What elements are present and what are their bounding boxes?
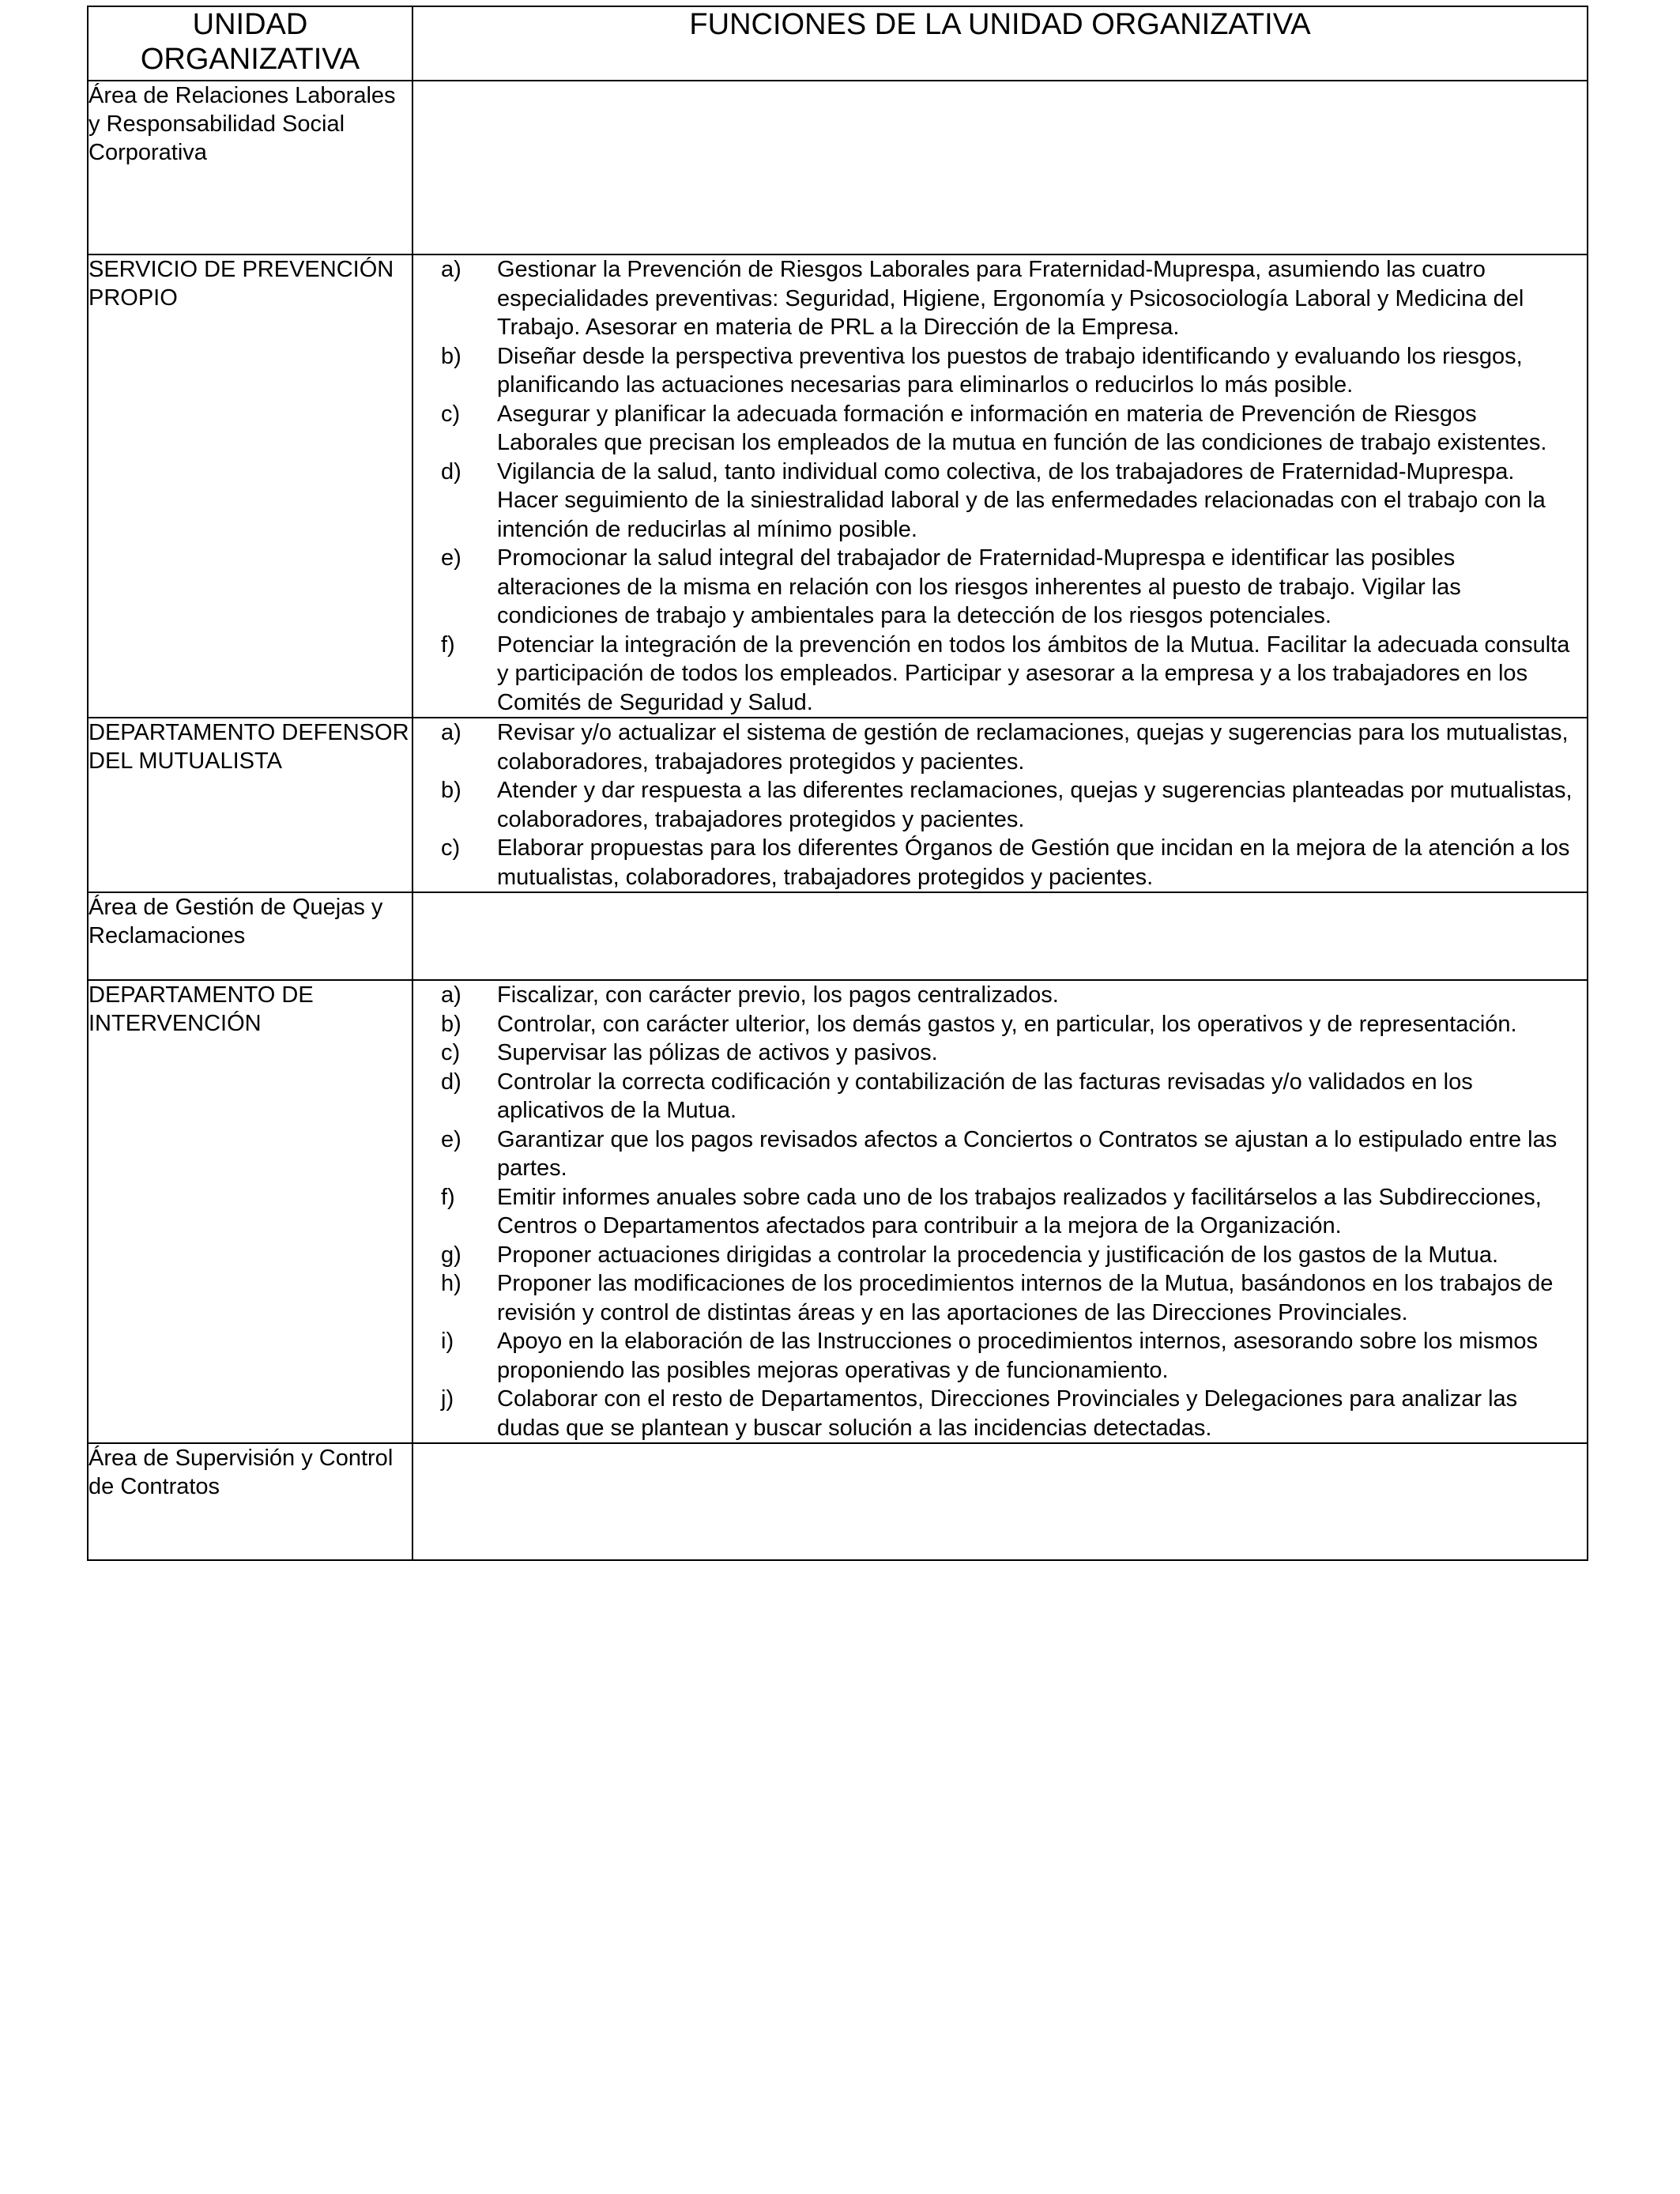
function-text: Emitir informes anuales sobre cada uno de los trabajos realizados y facilitárselos a las Subdirecciones, Centros o Departamentos afectados para contribuir a la mejora de la Organización.: [497, 1184, 1542, 1238]
function-item: [413, 342, 1587, 400]
function-item: [413, 1039, 1587, 1068]
functions-table: [87, 6, 1588, 1561]
function-text: Proponer las modificaciones de los procedimientos internos de la Mutua, basándonos en los trabajos de revisión y control de distintas áreas y en las aportaciones de las Direcciones Provinciales.: [497, 1271, 1554, 1325]
function-item: [413, 1068, 1587, 1125]
function-list: [413, 718, 1587, 892]
unit-name: Área de Relaciones Laborales y Responsabilidad Social Corporativa: [88, 81, 412, 254]
function-letter: h): [441, 1271, 461, 1296]
header-row: [88, 6, 1588, 81]
function-item: [413, 1125, 1587, 1183]
function-letter: f): [441, 1184, 455, 1210]
function-item: [413, 544, 1587, 631]
function-text: Supervisar las pólizas de activos y pasivos.: [497, 1040, 938, 1065]
functions-cell: [412, 892, 1588, 980]
function-text: Vigilancia de la salud, tanto individual como colectiva, de los trabajadores de Fraternidad-Muprespa. Hacer seguimiento de la siniestralidad laboral y de las enfermedades relacionadas con el trabajo con la intención de reducirlas al mínimo posible.: [497, 458, 1546, 542]
function-letter: d): [441, 458, 461, 484]
function-letter: b): [441, 1011, 461, 1037]
function-item: [413, 1269, 1587, 1327]
function-item: [413, 458, 1587, 545]
function-text: Potenciar la integración de la prevención en todos los ámbitos de la Mutua. Facilitar la adecuada consulta y participación de todos los empleados. Participar y asesorar a la empresa y a los trabajadores en los Comités de Seguridad y Salud.: [497, 631, 1570, 715]
function-text: Asegurar y planificar la adecuada formación e información en materia de Prevención de Riesgos Laborales que precisan los empleados de la mutua en función de las condiciones de trabajo existentes.: [497, 401, 1547, 455]
unit-name: SERVICIO DE PREVENCIÓN PROPIO: [88, 254, 412, 718]
function-letter: a): [441, 257, 461, 282]
functions-cell: [412, 1443, 1588, 1560]
function-text: Controlar la correcta codificación y contabilización de las facturas revisadas y/o validados en los aplicativos de la Mutua.: [497, 1069, 1473, 1123]
function-item: [413, 1010, 1587, 1039]
function-text: Colaborar con el resto de Departamentos, Direcciones Provinciales y Delegaciones para analizar las dudas que se plantean y buscar solución a las incidencias detectadas.: [497, 1386, 1518, 1441]
function-letter: c): [441, 1040, 461, 1065]
function-item: [413, 400, 1587, 458]
function-text: Fiscalizar, con carácter previo, los pagos centralizados.: [497, 982, 1059, 1008]
function-letter: d): [441, 1069, 461, 1095]
function-letter: j): [441, 1386, 454, 1412]
function-text: Atender y dar respuesta a las diferentes reclamaciones, quejas y sugerencias planteadas por mutualistas, colaboradores, trabajadores protegidos y pacientes.: [497, 778, 1573, 832]
function-item: [413, 631, 1587, 718]
function-text: Promocionar la salud integral del trabajador de Fraternidad-Muprespa e identificar las posibles alteraciones de la misma en relación con los riesgos inherentes al puesto de trabajo. Vigilar las condiciones de trabajo y ambientales para la detección de los riesgos potenciales.: [497, 545, 1461, 628]
function-item: [413, 718, 1587, 776]
unit-name: Área de Supervisión y Control de Contratos: [88, 1443, 412, 1560]
function-text: Garantizar que los pagos revisados afectos a Conciertos o Contratos se ajustan a lo estipulado entre las partes.: [497, 1126, 1558, 1181]
function-item: [413, 776, 1587, 834]
function-letter: e): [441, 1126, 461, 1152]
function-item: [413, 1385, 1587, 1442]
functions-cell: [412, 254, 1588, 718]
function-letter: b): [441, 343, 461, 369]
function-letter: c): [441, 401, 461, 427]
functions-cell: [412, 980, 1588, 1443]
function-text: Gestionar la Prevención de Riesgos Laborales para Fraternidad-Muprespa, asumiendo las cuatro especialidades preventivas: Seguridad, Higiene, Ergonomía y Psicosociología Laboral y Medicina del Trabajo. Asesorar en materia de PRL a la Dirección de la Empresa.: [497, 257, 1524, 340]
unit-name: Área de Gestión de Quejas y Reclamaciones: [88, 892, 412, 980]
function-letter: c): [441, 835, 461, 861]
function-letter: a): [441, 982, 461, 1008]
function-text: Elaborar propuestas para los diferentes Órganos de Gestión que incidan en la mejora de la atención a los mutualistas, colaboradores, trabajadores protegidos y pacientes.: [497, 835, 1570, 890]
function-letter: f): [441, 631, 455, 658]
function-item: [413, 255, 1587, 342]
function-list: [413, 981, 1587, 1442]
table-row: [88, 254, 1588, 718]
functions-cell: [412, 81, 1588, 254]
function-text: Apoyo en la elaboración de las Instrucciones o procedimientos internos, asesorando sobre los mismos proponiendo las posibles mejoras operativas y de funcionamiento.: [497, 1329, 1538, 1383]
function-item: [413, 1241, 1587, 1270]
function-text: Controlar, con carácter ulterior, los demás gastos y, en particular, los operativos y de representación.: [497, 1011, 1517, 1037]
function-letter: a): [441, 720, 461, 745]
function-text: Diseñar desde la perspectiva preventiva los puestos de trabajo identificando y evaluando los riesgos, planificando las actuaciones necesarias para eliminarlos o reducirlos lo más posible.: [497, 343, 1523, 398]
function-letter: g): [441, 1242, 461, 1268]
unit-name: DEPARTAMENTO DE INTERVENCIÓN: [88, 980, 412, 1443]
function-text: Revisar y/o actualizar el sistema de gestión de reclamaciones, quejas y sugerencias para los mutualistas, colaboradores, trabajadores protegidos y pacientes.: [497, 720, 1569, 775]
table-row: [88, 892, 1588, 980]
unit-name: DEPARTAMENTO DEFENSOR DEL MUTUALISTA: [88, 718, 412, 892]
functions-cell: [412, 718, 1588, 892]
function-text: Proponer actuaciones dirigidas a controlar la procedencia y justificación de los gastos de la Mutua.: [497, 1242, 1499, 1268]
unit-column-header: UNIDAD ORGANIZATIVA: [88, 6, 412, 81]
table-row: [88, 1443, 1588, 1560]
function-letter: i): [441, 1329, 454, 1354]
function-item: [413, 1183, 1587, 1241]
function-letter: e): [441, 545, 461, 571]
functions-column-header: FUNCIONES DE LA UNIDAD ORGANIZATIVA: [412, 6, 1588, 81]
function-item: [413, 834, 1587, 892]
table-row: [88, 81, 1588, 254]
table-row: [88, 718, 1588, 892]
function-item: [413, 1327, 1587, 1385]
function-letter: b): [441, 778, 461, 803]
table-row: [88, 980, 1588, 1443]
function-item: [413, 981, 1587, 1010]
function-list: [413, 255, 1587, 717]
